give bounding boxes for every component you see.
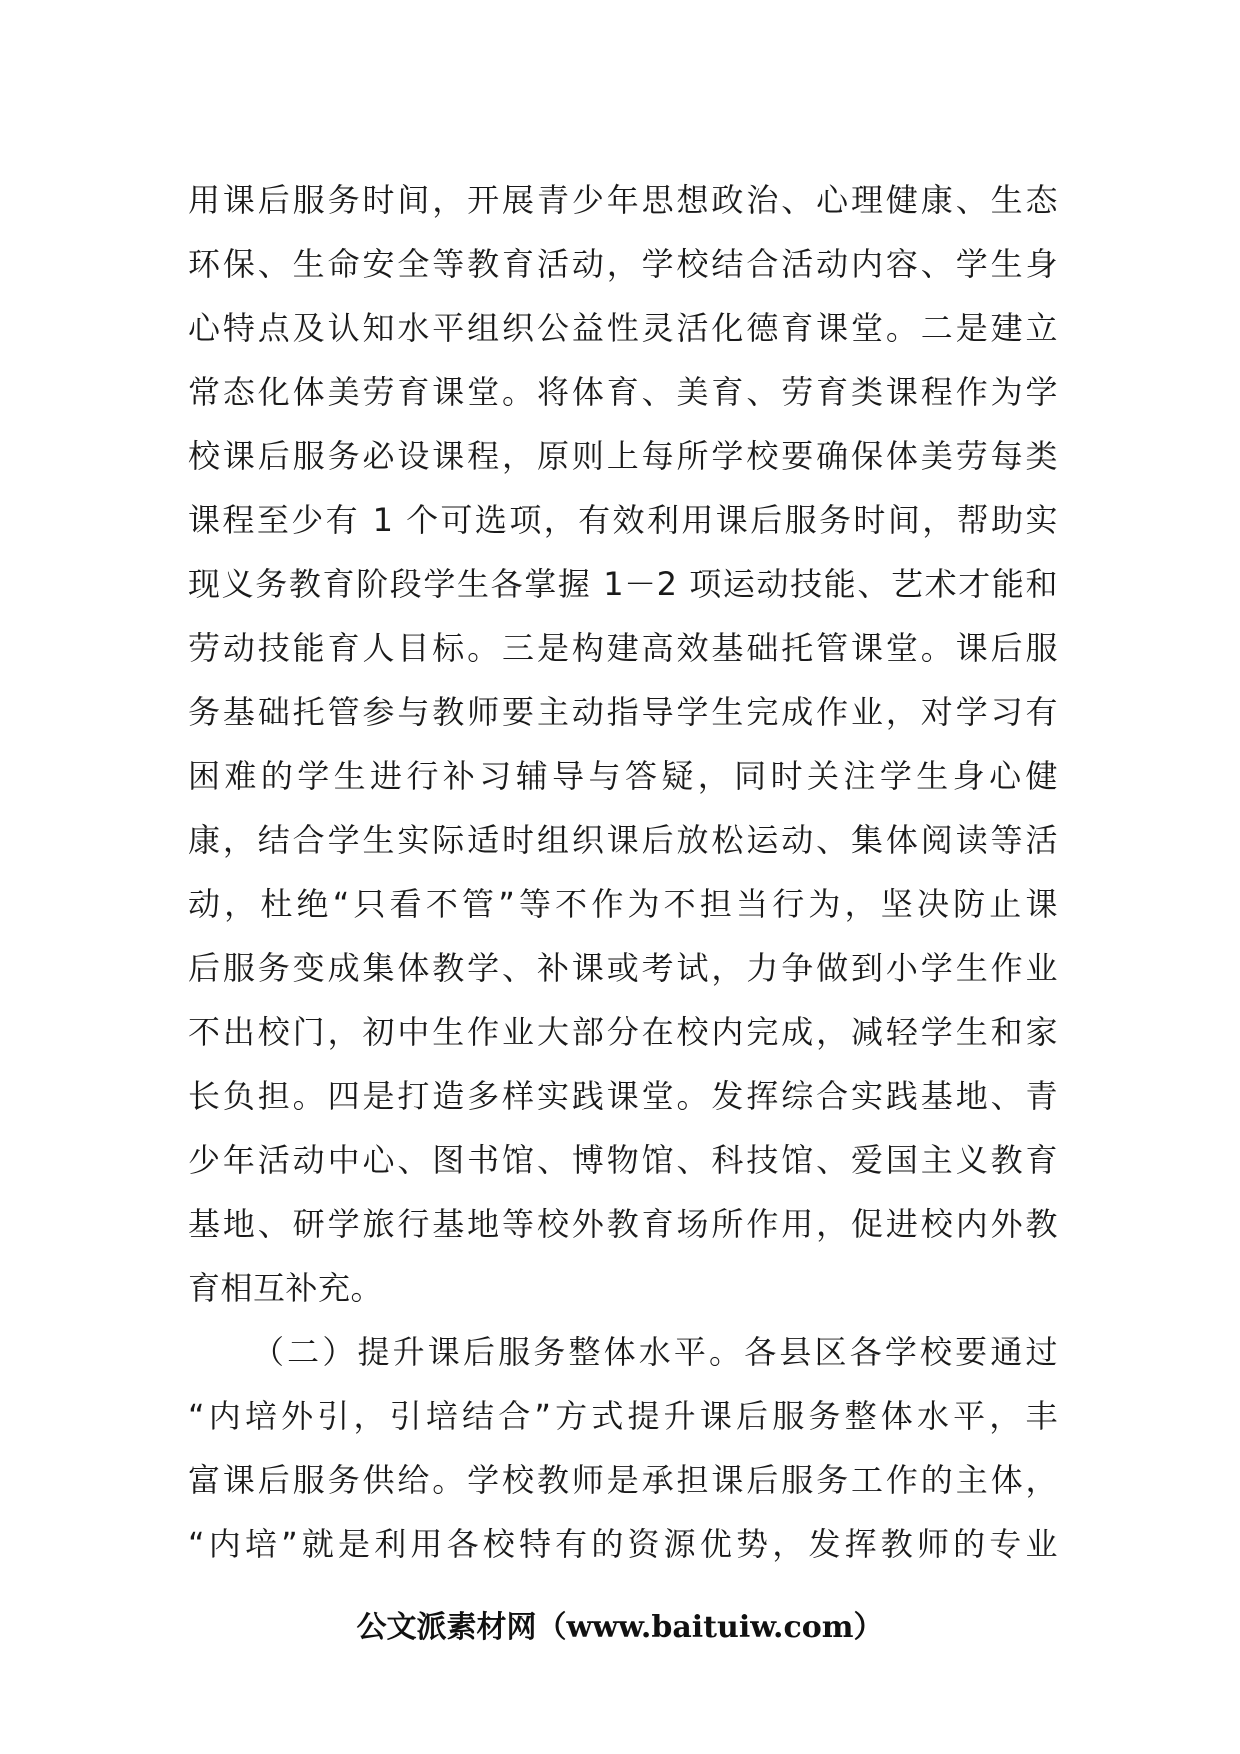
text-line: 后服务变成集体教学、补课或考试，力争做到小学生作业 [188,949,1058,987]
text-line: 困难的学生进行补习辅导与答疑，同时关注学生身心健 [188,757,1058,795]
text-line: 富课后服务供给。学校教师是承担课后服务工作的主体， [188,1461,1058,1499]
text-line: 用课后服务时间，开展青少年思想政治、心理健康、生态 [188,181,1058,219]
section-heading-line: （二）提升课后服务整体水平。各县区各学校要通过 [252,1333,1058,1371]
text-line: 不出校门，初中生作业大部分在校内完成，减轻学生和家 [188,1013,1058,1051]
text-line: 基地、研学旅行基地等校外教育场所作用，促进校内外教 [188,1205,1058,1243]
text-line: 务基础托管参与教师要主动指导学生完成作业，对学习有 [188,693,1058,731]
text-line: 常态化体美劳育课堂。将体育、美育、劳育类课程作为学 [188,373,1058,411]
footer-watermark: 公文派素材网（www.baituiw.com） [356,1610,884,1645]
text-line: 现义务教育阶段学生各掌握 1－2 项运动技能、艺术才能和 [188,565,1058,603]
body-text [188,168,1058,1576]
text-line: “内培外引，引培结合”方式提升课后服务整体水平，丰 [188,1397,1058,1435]
text-line: 课程至少有 1 个可选项，有效利用课后服务时间，帮助实 [188,501,1058,539]
text-line: 校课后服务必设课程，原则上每所学校要确保体美劳每类 [188,437,1058,475]
text-line: “内培”就是利用各校特有的资源优势，发挥教师的专业 [188,1525,1058,1563]
text-line: 环保、生命安全等教育活动，学校结合活动内容、学生身 [188,245,1058,283]
text-line: 动，杜绝“只看不管”等不作为不担当行为，坚决防止课 [188,885,1058,923]
text-line: 心特点及认知水平组织公益性灵活化德育课堂。二是建立 [188,309,1058,347]
text-line: 康，结合学生实际适时组织课后放松运动、集体阅读等活 [188,821,1058,859]
text-line: 长负担。四是打造多样实践课堂。发挥综合实践基地、青 [188,1077,1058,1115]
text-line: 劳动技能育人目标。三是构建高效基础托管课堂。课后服 [188,629,1058,667]
text-line: 育相互补充。 [188,1269,384,1307]
text-line: 少年活动中心、图书馆、博物馆、科技馆、爱国主义教育 [188,1141,1058,1179]
